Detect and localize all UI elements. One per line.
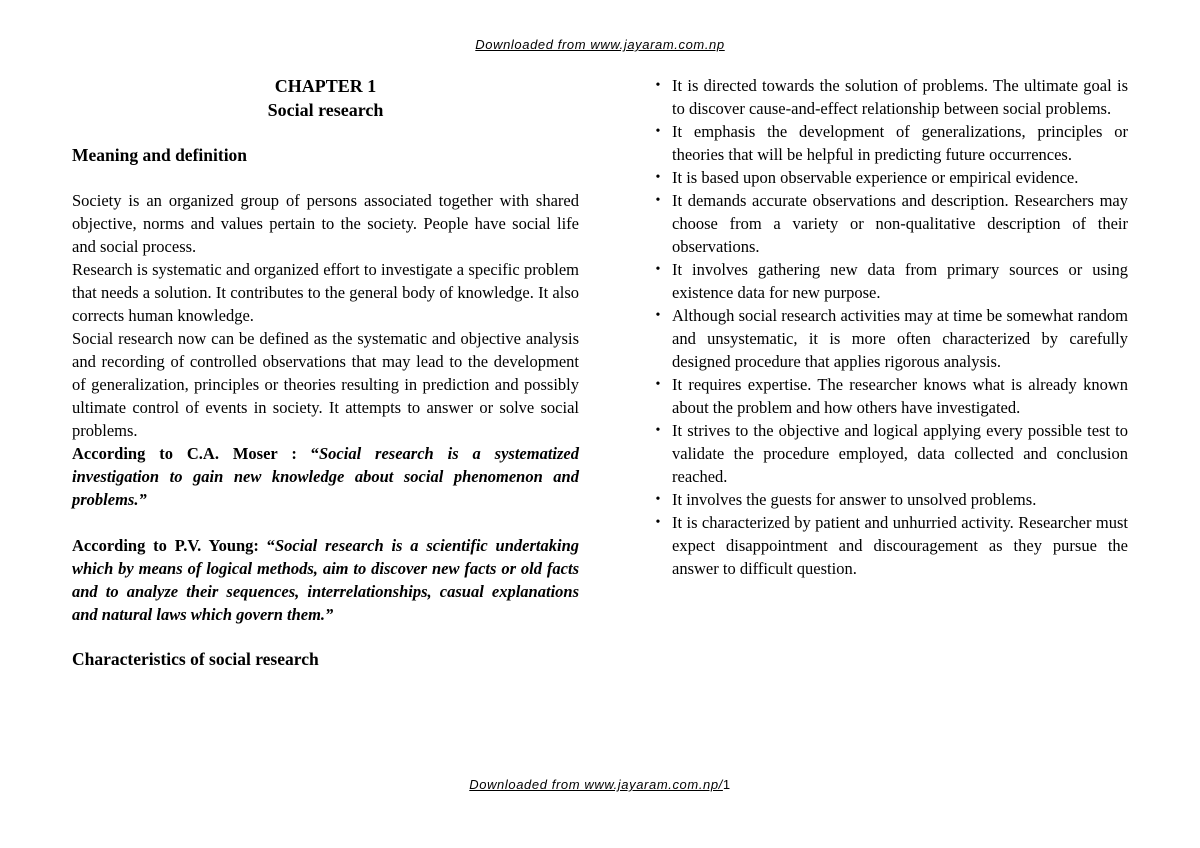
meaning-heading: Meaning and definition	[72, 145, 248, 165]
list-item: • It is characterized by patient and unhurried activity. Researcher must expect disappointment and discouragement as they pursue the answer to difficult question.	[652, 511, 1128, 580]
moser-definition	[72, 442, 579, 511]
list-item: • It is directed towards the solution of problems. The ultimate goal is to discover cause-and-effect relationship between social problems.	[652, 74, 1128, 120]
list-item: • It requires expertise. The researcher knows what is already known about the problem and how others have investigated.	[652, 373, 1128, 419]
page-footer	[0, 777, 1200, 792]
bullet-icon: •	[655, 124, 661, 139]
list-item: • It is based upon observable experience or empirical evidence.	[652, 166, 1128, 189]
list-item: • It involves the guests for answer to unsolved problems.	[652, 488, 1128, 511]
paragraph-social-research: Social research now can be defined as the systematic and objective analysis and recording of controlled observations that may lead to the development of generalization, principles or theories resulting in prediction and possibly ultimate control of events in society. It attempts to answer or solve social problems.	[72, 329, 579, 440]
moser-quote: Social research is a systematized investigation to gain new knowledge about social phenomenon and problems.”	[72, 444, 579, 509]
characteristics-heading: Characteristics of social research	[72, 649, 319, 669]
page-number: 1	[722, 777, 731, 792]
young-quote: Social research is a scientific undertaking which by means of logical methods, aim to discover new facts or old facts and to analyze their sequences, interrelationships, casual explanations and natural laws which govern them.”	[72, 536, 579, 624]
left-column	[72, 74, 579, 671]
list-item: • It demands accurate observations and description. Researchers may choose from a variety or non-qualitative description of their observations.	[652, 189, 1128, 258]
bullet-icon: •	[655, 193, 661, 208]
bullet-icon: •	[655, 515, 661, 530]
bullet-icon: •	[655, 78, 661, 93]
right-column	[652, 74, 1128, 580]
characteristics-list	[652, 74, 1128, 580]
page-header	[0, 37, 1200, 52]
footer-download-link[interactable]: Downloaded from www.jayaram.com.np/	[469, 777, 723, 792]
paragraph-society: Society is an organized group of persons associated together with shared objective, norms and values pertain to the society. People have social life and social process.	[72, 191, 579, 256]
chapter-title: CHAPTER 1	[274, 76, 377, 96]
bullet-icon: •	[655, 423, 661, 438]
moser-prefix: According to C.A. Moser : “	[72, 444, 319, 463]
paragraph-research: Research is systematic and organized effort to investigate a specific problem that needs a solution. It contributes to the general body of knowledge. It also corrects human knowledge.	[72, 260, 579, 325]
header-download-link[interactable]: Downloaded from www.jayaram.com.np	[475, 37, 725, 52]
list-item: • It involves gathering new data from primary sources or using existence data for new purpose.	[652, 258, 1128, 304]
list-item: • It emphasis the development of generalizations, principles or theories that will be helpful in predicting future occurrences.	[652, 120, 1128, 166]
spacer	[72, 511, 579, 534]
chapter-subtitle: Social research	[267, 100, 384, 120]
bullet-icon: •	[655, 262, 661, 277]
list-item: • It strives to the objective and logical applying every possible test to validate the procedure employed, data collected and conclusion reached.	[652, 419, 1128, 488]
bullet-icon: •	[655, 377, 661, 392]
young-definition	[72, 534, 579, 626]
bullet-icon: •	[655, 170, 661, 185]
bullet-icon: •	[655, 492, 661, 507]
bullet-icon: •	[655, 308, 661, 323]
list-item: • Although social research activities may at time be somewhat random and unsystematic, it is more often characterized by carefully designed procedure that applies rigorous analysis.	[652, 304, 1128, 373]
young-prefix: According to P.V. Young: “	[72, 536, 275, 555]
